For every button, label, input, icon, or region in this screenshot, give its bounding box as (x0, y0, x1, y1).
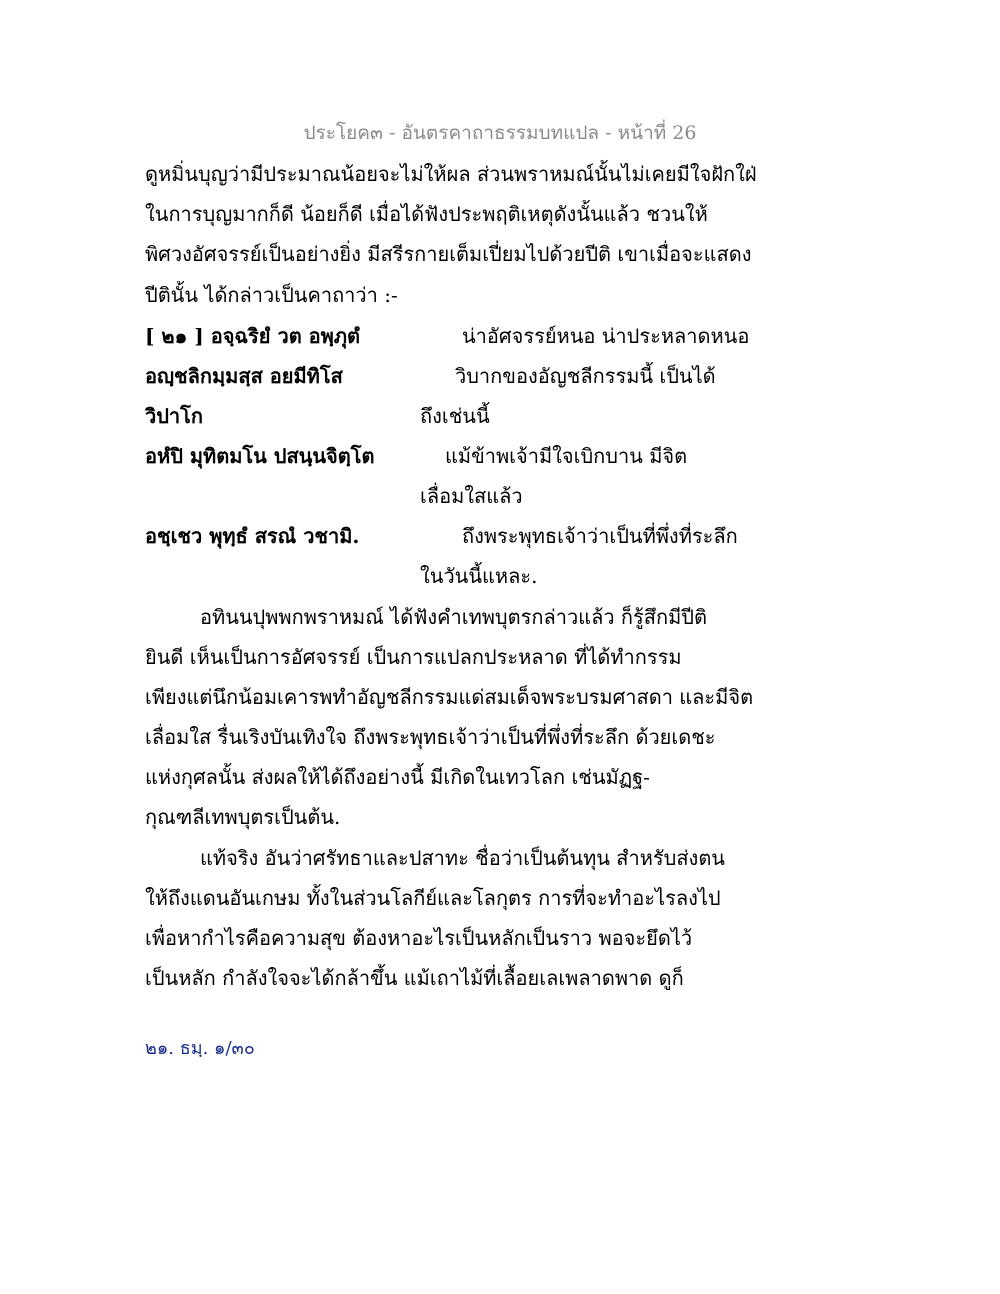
paragraph-line: เลื่อมใส รื่นเริงบันเทิงใจ ถึงพระพุทธเจ้าว่าเป็นที่พึ่งที่ระลึก ด้วยเดชะ (145, 725, 716, 749)
intro-line: ในการบุญมากก็ดี น้อยก็ดี เมื่อได้ฟังประพฤติเหตุดังนั้นแล้ว ชวนให้ (145, 202, 708, 226)
verse-pali: อชฺเชว พุทฺธํ สรณํ วชามิ. (145, 524, 360, 548)
paragraph-line: ยินดี เห็นเป็นการอัศจรรย์ เป็นการแปลกประหลาด ที่ได้ทำกรรม (145, 645, 682, 669)
paragraph-line: อทินนปุพพกพราหมณ์ ได้ฟังคำเทพบุตรกล่าวแล้ว ก็รู้สึกมีปีติ (200, 605, 707, 629)
verse-thai-continued: ในวันนี้แหละ. (420, 564, 538, 588)
intro-line: ปีตินั้น ได้กล่าวเป็นคาถาว่า :- (145, 283, 398, 307)
verse-thai: แม้ข้าพเจ้ามีใจเบิกบาน มีจิต (445, 444, 688, 468)
verse-thai-continued: เลื่อมใสแล้ว (420, 484, 523, 508)
verse-pali: อหํปิ มุทิตมโน ปสนฺนจิตฺโต (145, 444, 375, 468)
verse-thai: ถึงพระพุทธเจ้าว่าเป็นที่พึ่งที่ระลึก (462, 524, 738, 548)
paragraph-line: เป็นหลัก กำลังใจจะได้กล้าขึ้น แม้เถาไม้ที่เลื้อยเลเพลาดพาด ดูก็ (145, 966, 684, 990)
paragraph-line: กุณฑลีเทพบุตรเป็นต้น. (145, 805, 341, 829)
paragraph-line: เพียงแต่นึกน้อมเคารพทำอัญชลีกรรมแด่สมเด็จพระบรมศาสดา และมีจิต (145, 685, 754, 709)
verse-pali: วิปาโก (145, 404, 204, 428)
verse-thai: วิบากของอัญชลีกรรมนี้ เป็นได้ (455, 364, 716, 388)
verse-thai: น่าอัศจรรย์หนอ น่าประหลาดหนอ (462, 324, 750, 348)
paragraph-line: แท้จริง อันว่าศรัทธาและปสาทะ ชื่อว่าเป็นต้นทุน สำหรับส่งตน (200, 846, 725, 870)
verse-pali: อญฺชลิกมฺมสฺส อยมีทิโส (145, 364, 343, 388)
paragraph-line: เพื่อหากำไรคือความสุข ต้องหาอะไรเป็นหลักเป็นราว พอจะยึดไว้ (145, 926, 693, 950)
verse-pali: [ ๒๑ ] อจฺฉริยํ วต อพฺภุตํ (145, 324, 361, 348)
paragraph-line: ให้ถึงแดนอันเกษม ทั้งในส่วนโลกีย์และโลกุตร การที่จะทำอะไรลงไป (145, 886, 721, 910)
verse-thai: ถึงเช่นนี้ (420, 404, 490, 428)
paragraph-line: แห่งกุศลนั้น ส่งผลให้ได้ถึงอย่างนี้ มีเกิดในเทวโลก เช่นมัฏฐ- (145, 765, 650, 789)
intro-line: ดูหมิ่นบุญว่ามีประมาณน้อยจะไม่ให้ผล ส่วนพราหมณ์นั้นไม่เคยมีใจฝักใฝ่ (145, 162, 757, 186)
footnote: ๒๑. ธมฺ. ๑/๓๐ (145, 1038, 255, 1059)
running-header: ประโยค๓ - อันตรคาถาธรรมบทแปล - หน้าที่ 26 (303, 122, 697, 144)
intro-line: พิศวงอัศจรรย์เป็นอย่างยิ่ง มีสรีรกายเต็มเปี่ยมไปด้วยปีติ เขาเมื่อจะแสดง (145, 242, 752, 266)
